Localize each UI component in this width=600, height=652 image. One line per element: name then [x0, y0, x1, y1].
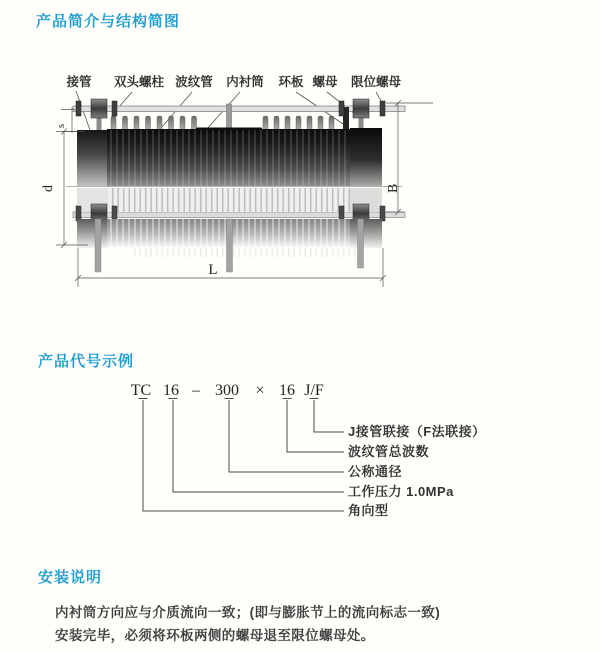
install-note-line1: 内衬筒方向应与介质流向一致；(即与膨胀节上的流向标志一致)	[55, 605, 441, 620]
code-token-dash: –	[192, 382, 200, 399]
center-stud-top	[227, 104, 232, 130]
part-label-shuangtou: 双头螺柱	[113, 75, 165, 89]
dimension-b	[386, 100, 433, 215]
part-label-luomu: 螺母	[312, 75, 338, 89]
dim-label-l: L	[208, 262, 218, 278]
dim-label-b: B	[386, 183, 401, 193]
part-label-jieguan: 接管	[66, 75, 92, 89]
dim-label-d: d	[41, 185, 56, 192]
part-label-bowenguan: 波纹管	[175, 75, 213, 89]
structure-diagram	[38, 66, 450, 298]
code-token-16a: 16	[163, 382, 179, 399]
code-section-title: 产品代号示例	[38, 353, 135, 370]
install-note-line2: 安装完毕，必须将环板两侧的螺母退至限位螺母处。	[55, 628, 375, 643]
code-token-tc: TC	[130, 382, 152, 399]
code-token-16b: 16	[279, 382, 295, 399]
code-anno-diameter: 公称通径	[348, 464, 403, 479]
part-label-xianwei: 限位螺母	[350, 75, 402, 89]
part-label-neichentong: 内衬筒	[226, 75, 264, 89]
code-anno-type: 角向型	[348, 503, 389, 518]
code-token-300: 300	[215, 382, 239, 399]
code-anno-connection: J接管联接（F法联接）	[348, 424, 486, 439]
code-token-jf: J/F	[304, 382, 324, 399]
code-anno-pressure: 工作压力 1.0MPa	[348, 484, 454, 499]
install-section-title: 安装说明	[38, 569, 103, 586]
part-label-huanban: 环板	[278, 75, 304, 89]
joint-body-top	[77, 128, 382, 187]
dim-label-s: s	[56, 123, 67, 128]
code-token-times: ×	[255, 382, 265, 399]
intro-section-title: 产品简介与结构简图	[36, 13, 181, 30]
reflection-band	[77, 188, 382, 212]
code-callout-lines	[0, 396, 600, 526]
code-anno-wave-count: 波纹管总波数	[348, 444, 430, 459]
